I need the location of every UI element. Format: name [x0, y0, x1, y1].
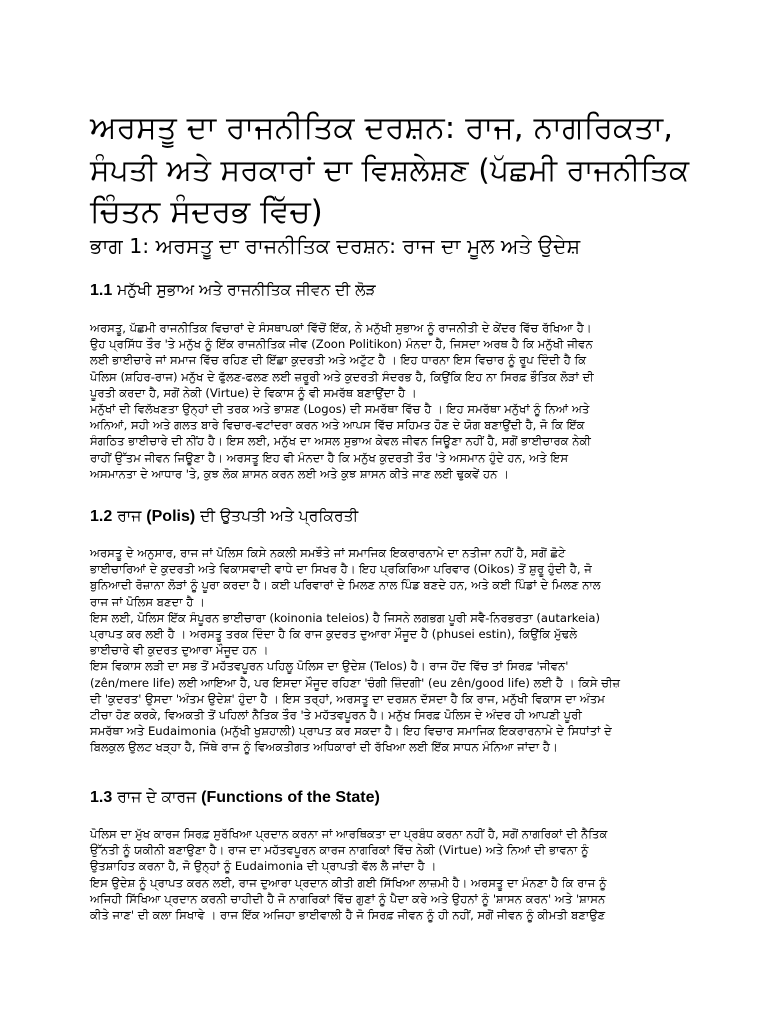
- text-line: ਮਨੁੱਖਾਂ ਦੀ ਵਿਲੱਖਣਤਾ ਉਨ੍ਹਾਂ ਦੀ ਤਰਕ ਅਤੇ ਭਾਸ਼ਣ (Logos) ਦੀ ਸਮਰੱਥਾ ਵਿੱਚ ਹੈ । ਇਹ ਸਮਰੱਥਾ ਮਨੁੱਖਾਂ ਨੂੰ ਨਿਆਂ ਅਤੇ: [90, 402, 590, 417]
- section-heading-text: ਮਨੁੱਖੀ ਸੁਭਾਅ ਅਤੇ ਰਾਜਨੀਤਿਕ ਜੀਵਨ ਦੀ ਲੋੜ: [117, 281, 376, 299]
- part-1-heading: ਭਾਗ 1: ਅਰਸਤੂ ਦਾ ਰਾਜਨੀਤਿਕ ਦਰਸ਼ਨ: ਰਾਜ ਦਾ ਮੂਲ ਅਤੇ ਉਦੇਸ਼: [90, 234, 581, 258]
- text-line: ਅਰਸਤੂ, ਪੱਛਮੀ ਰਾਜਨੀਤਿਕ ਵਿਚਾਰਾਂ ਦੇ ਸੰਸਥਾਪਕਾਂ ਵਿੱਚੋਂ ਇੱਕ, ਨੇ ਮਨੁੱਖੀ ਸੁਭਾਅ ਨੂੰ ਰਾਜਨੀਤੀ ਦੇ ਕੇਂਦਰ ਵਿੱਚ ਰੱਖਿਆ ਹੈ।: [90, 321, 592, 335]
- text-line: ਦੀ 'ਕੁਦਰਤ' ਉਸਦਾ 'ਅੰਤਮ ਉਦੇਸ਼' ਹੁੰਦਾ ਹੈ । ਇਸ ਤਰ੍ਹਾਂ, ਅਰਸਤੂ ਦਾ ਦਰਸ਼ਨ ਦੱਸਦਾ ਹੈ ਕਿ ਰਾਜ, ਮਨੁੱਖੀ ਵਿਕਾਸ ਦਾ ਅੰਤਮ: [90, 691, 605, 706]
- section-1-3-heading: [90, 786, 690, 809]
- text-line: ਪੋਲਿਸ ਦਾ ਮੁੱਖ ਕਾਰਜ ਸਿਰਫ਼ ਸੁਰੱਖਿਆ ਪ੍ਰਦਾਨ ਕਰਨਾ ਜਾਂ ਆਰਥਿਕਤਾ ਦਾ ਪ੍ਰਬੰਧ ਕਰਨਾ ਨਹੀਂ ਹੈ, ਸਗੋਂ ਨਾਗਰਿਕਾਂ ਦੀ ਨੈਤਿਕ: [90, 827, 608, 841]
- section-1-1-body: [90, 320, 690, 482]
- text-line: ਅਜਿਹੀ ਸਿੱਖਿਆ ਪ੍ਰਦਾਨ ਕਰਨੀ ਚਾਹੀਦੀ ਹੈ ਜੋ ਨਾਗਰਿਕਾਂ ਵਿੱਚ ਗੁਣਾਂ ਨੂੰ ਪੈਦਾ ਕਰੇ ਅਤੇ ਉਹਨਾਂ ਨੂੰ 'ਸ਼ਾਸਨ ਕਰਨ' ਅਤੇ 'ਸ਼ਾਸਨ: [90, 891, 606, 906]
- text-line: ਸਮਰੱਥਾ ਅਤੇ Eudaimonia (ਮਨੁੱਖੀ ਖੁਸ਼ਹਾਲੀ) ਪ੍ਰਾਪਤ ਕਰ ਸਕਦਾ ਹੈ। ਇਹ ਵਿਚਾਰ ਸਮਾਜਿਕ ਇਕਰਾਰਨਾਮੇ ਦੇ ਸਿਧਾਂਤਾਂ ਦੇ: [90, 724, 612, 739]
- section-1-3-body: [90, 826, 690, 923]
- section-1-2-body: [90, 545, 690, 756]
- text-line: ਪ੍ਰਾਪਤ ਕਰ ਲਈ ਹੈ । ਅਰਸਤੂ ਤਰਕ ਦਿੰਦਾ ਹੈ ਕਿ ਰਾਜ ਕੁਦਰਤ ਦੁਆਰਾ ਮੌਜੂਦ ਹੈ (phusei estin), ਕਿਉਂਕਿ ਮੁੱਢਲੇ: [90, 627, 578, 642]
- text-line: ਸੰਗਠਿਤ ਭਾਈਚਾਰੇ ਦੀ ਨੀਂਹ ਹੈ। ਇਸ ਲਈ, ਮਨੁੱਖ ਦਾ ਅਸਲ ਸੁਭਾਅ ਕੇਵਲ ਜੀਵਨ ਜਿਊਣਾ ਨਹੀਂ ਹੈ, ਸਗੋਂ ਭਾਈਚਾਰਕ ਨੇਕੀ: [90, 434, 591, 449]
- text-line: ਲਈ ਭਾਈਚਾਰੇ ਜਾਂ ਸਮਾਜ ਵਿੱਚ ਰਹਿਣ ਦੀ ਇੱਛਾ ਕੁਦਰਤੀ ਅਤੇ ਅਟੁੱਟ ਹੈ । ਇਹ ਧਾਰਨਾ ਇਸ ਵਿਚਾਰ ਨੂੰ ਰੂਪ ਦਿੰਦੀ ਹੈ ਕਿ: [90, 353, 587, 368]
- section-heading-latin: (Polis): [146, 508, 196, 525]
- section-number: 1.2: [90, 508, 113, 525]
- text-line: ਬਿਲਕੁਲ ਉਲਟ ਖੜ੍ਹਾ ਹੈ, ਜਿੱਥੇ ਰਾਜ ਨੂੰ ਵਿਅਕਤੀਗਤ ਅਧਿਕਾਰਾਂ ਦੀ ਰੱਖਿਆ ਲਈ ਇੱਕ ਸਾਧਨ ਮੰਨਿਆ ਜਾਂਦਾ ਹੈ।: [90, 740, 558, 755]
- text-line: ਅਨਿਆਂ, ਸਹੀ ਅਤੇ ਗਲਤ ਬਾਰੇ ਵਿਚਾਰ-ਵਟਾਂਦਰਾ ਕਰਨ ਅਤੇ ਆਪਸ ਵਿੱਚ ਸਹਿਮਤ ਹੋਣ ਦੇ ਯੋਗ ਬਣਾਉਂਦੀ ਹੈ, ਜੋ ਕਿ ਇੱਕ: [90, 418, 585, 433]
- section-heading-text: ਦੀ ਉਤਪਤੀ ਅਤੇ ਪ੍ਰਕਿਰਤੀ: [200, 507, 359, 525]
- text-line: ਇਸ ਉਦੇਸ਼ ਨੂੰ ਪ੍ਰਾਪਤ ਕਰਨ ਲਈ, ਰਾਜ ਦੁਆਰਾ ਪ੍ਰਦਾਨ ਕੀਤੀ ਗਈ ਸਿੱਖਿਆ ਲਾਜ਼ਮੀ ਹੈ। ਅਰਸਤੂ ਦਾ ਮੰਨਣਾ ਹੈ ਕਿ ਰਾਜ ਨੂੰ: [90, 875, 607, 890]
- text-line: ਅਰਸਤੂ ਦੇ ਅਨੁਸਾਰ, ਰਾਜ ਜਾਂ ਪੋਲਿਸ ਕਿਸੇ ਨਕਲੀ ਸਮਝੌਤੇ ਜਾਂ ਸਮਾਜਿਕ ਇਕਰਾਰਨਾਮੇ ਦਾ ਨਤੀਜਾ ਨਹੀਂ ਹੈ, ਸਗੋਂ ਛੋਟੇ: [90, 546, 566, 560]
- title-line: ਅਰਸਤੂ ਦਾ ਰਾਜਨੀਤਿਕ ਦਰਸ਼ਨ: ਰਾਜ, ਨਾਗਰਿਕਤਾ,: [90, 110, 674, 146]
- section-heading-latin: (Functions of the State): [201, 789, 380, 806]
- section-1-2-heading: [90, 505, 690, 528]
- text-line: ਰਾਜ ਜਾਂ ਪੋਲਿਸ ਬਣਦਾ ਹੈ ।: [90, 594, 205, 609]
- title-line: ਸੰਪਤੀ ਅਤੇ ਸਰਕਾਰਾਂ ਦਾ ਵਿਸ਼ਲੇਸ਼ਣ (ਪੱਛਮੀ ਰਾਜਨੀਤਿਕ: [90, 153, 690, 187]
- section-number: 1.3: [90, 789, 113, 806]
- section-heading-text: ਰਾਜ ਦੇ ਕਾਰਜ: [117, 788, 197, 806]
- text-line: ਇਸ ਲਈ, ਪੋਲਿਸ ਇੱਕ ਸੰਪੂਰਨ ਭਾਈਚਾਰਾ (koinonia teleios) ਹੈ ਜਿਸਨੇ ਲਗਭਗ ਪੂਰੀ ਸਵੈ-ਨਿਰਭਰਤਾ (autarkeia): [90, 610, 601, 625]
- text-line: ਪੋਲਿਸ (ਸ਼ਹਿਰ-ਰਾਜ) ਮਨੁੱਖ ਦੇ ਫੁੱਲਣ-ਫਲਣ ਲਈ ਜ਼ਰੂਰੀ ਅਤੇ ਕੁਦਰਤੀ ਸੰਦਰਭ ਹੈ, ਕਿਉਂਕਿ ਇਹ ਨਾ ਸਿਰਫ਼ ਭੌਤਿਕ ਲੋੜਾਂ ਦੀ: [90, 369, 594, 384]
- text-line: ਉਤਸ਼ਾਹਿਤ ਕਰਨਾ ਹੈ, ਜੋ ਉਨ੍ਹਾਂ ਨੂੰ Eudaimonia ਦੀ ਪ੍ਰਾਪਤੀ ਵੱਲ ਲੈ ਜਾਂਦਾ ਹੈ ।: [90, 859, 437, 874]
- text-line: ਟੀਚਾ ਹੋਣ ਕਰਕੇ, ਵਿਅਕਤੀ ਤੋਂ ਪਹਿਲਾਂ ਨੈਤਿਕ ਤੌਰ 'ਤੇ ਮਹੱਤਵਪੂਰਨ ਹੈ। ਮਨੁੱਖ ਸਿਰਫ਼ ਪੋਲਿਸ ਦੇ ਅੰਦਰ ਹੀ ਆਪਣੀ ਪੂਰੀ: [90, 708, 582, 723]
- text-line: ਇਸ ਵਿਕਾਸ ਲੜੀ ਦਾ ਸਭ ਤੋਂ ਮਹੱਤਵਪੂਰਨ ਪਹਿਲੂ ਪੋਲਿਸ ਦਾ ਉਦੇਸ਼ (Telos) ਹੈ। ਰਾਜ ਹੋਂਦ ਵਿੱਚ ਤਾਂ ਸਿਰਫ਼ 'ਜੀਵਨ': [90, 659, 569, 674]
- text-line: ਅਸਮਾਨਤਾ ਦੇ ਆਧਾਰ 'ਤੇ, ਕੁਝ ਲੋਕ ਸ਼ਾਸਨ ਕਰਨ ਲਈ ਅਤੇ ਕੁਝ ਸ਼ਾਸਨ ਕੀਤੇ ਜਾਣ ਲਈ ਢੁਕਵੇਂ ਹਨ ।: [90, 466, 509, 481]
- text-line: ਉੱਨਤੀ ਨੂੰ ਯਕੀਨੀ ਬਣਾਉਣਾ ਹੈ। ਰਾਜ ਦਾ ਮਹੱਤਵਪੂਰਨ ਕਾਰਜ ਨਾਗਰਿਕਾਂ ਵਿੱਚ ਨੇਕੀ (Virtue) ਅਤੇ ਨਿਆਂ ਦੀ ਭਾਵਨਾ ਨੂੰ: [90, 843, 589, 858]
- document-title: [90, 107, 690, 233]
- text-line: ਕੀਤੇ ਜਾਣ' ਦੀ ਕਲਾ ਸਿਖਾਵੇ । ਰਾਜ ਇੱਕ ਅਜਿਹਾ ਭਾਈਵਾਲੀ ਹੈ ਜੋ ਸਿਰਫ਼ ਜੀਵਨ ਨੂੰ ਹੀ ਨਹੀਂ, ਸਗੋਂ ਜੀਵਨ ਨੂੰ ਕੀਮਤੀ ਬਣਾਉਣ: [90, 908, 606, 923]
- text-line: ਉਹ ਪ੍ਰਸਿੱਧ ਤੌਰ 'ਤੇ ਮਨੁੱਖ ਨੂੰ ਇੱਕ ਰਾਜਨੀਤਿਕ ਜੀਵ (Zoon Politikon) ਮੰਨਦਾ ਹੈ, ਜਿਸਦਾ ਅਰਥ ਹੈ ਕਿ ਮਨੁੱਖੀ ਜੀਵਨ: [90, 337, 593, 352]
- text-line: ਰਾਹੀਂ ਉੱਤਮ ਜੀਵਨ ਜਿਊਣਾ ਹੈ। ਅਰਸਤੂ ਇਹ ਵੀ ਮੰਨਦਾ ਹੈ ਕਿ ਮਨੁੱਖ ਕੁਦਰਤੀ ਤੌਰ 'ਤੇ ਅਸਮਾਨ ਹੁੰਦੇ ਹਨ, ਅਤੇ ਇਸ: [90, 450, 569, 465]
- section-heading-text: ਰਾਜ: [117, 507, 142, 525]
- text-line: ਭਾਈਚਾਰੇ ਵੀ ਕੁਦਰਤ ਦੁਆਰਾ ਮੌਜੂਦ ਹਨ ।: [90, 643, 269, 658]
- text-line: ਬੁਨਿਆਦੀ ਰੋਜ਼ਾਨਾ ਲੋੜਾਂ ਨੂੰ ਪੂਰਾ ਕਰਦਾ ਹੈ। ਕਈ ਪਰਿਵਾਰਾਂ ਦੇ ਮਿਲਣ ਨਾਲ ਪਿੰਡ ਬਣਦੇ ਹਨ, ਅਤੇ ਕਈ ਪਿੰਡਾਂ ਦੇ ਮਿਲਣ ਨਾਲ: [90, 578, 601, 593]
- text-line: ਭਾਈਚਾਰਿਆਂ ਦੇ ਕੁਦਰਤੀ ਅਤੇ ਵਿਕਾਸਵਾਦੀ ਵਾਧੇ ਦਾ ਸਿਖਰ ਹੈ। ਇਹ ਪ੍ਰਕਿਰਿਆ ਪਰਿਵਾਰ (Oikos) ਤੋਂ ਸ਼ੁਰੂ ਹੁੰਦੀ ਹੈ, ਜੋ: [90, 562, 592, 577]
- section-1-1-heading: [90, 279, 690, 302]
- text-line: (zên/mere life) ਲਈ ਆਇਆ ਹੈ, ਪਰ ਇਸਦਾ ਮੌਜੂਦ ਰਹਿਣਾ 'ਚੰਗੀ ਜ਼ਿੰਦਗੀ' (eu zên/good life) ਲਈ ਹੈ । ਕਿਸੇ ਚੀਜ਼: [90, 675, 621, 690]
- section-number: 1.1: [90, 282, 113, 299]
- text-line: ਪੂਰਤੀ ਕਰਦਾ ਹੈ, ਸਗੋਂ ਨੇਕੀ (Virtue) ਦੇ ਵਿਕਾਸ ਨੂੰ ਵੀ ਸਮਰੱਥ ਬਣਾਉਂਦਾ ਹੈ ।: [90, 385, 417, 400]
- title-line: ਚਿੰਤਨ ਸੰਦਰਭ ਵਿੱਚ): [90, 194, 323, 230]
